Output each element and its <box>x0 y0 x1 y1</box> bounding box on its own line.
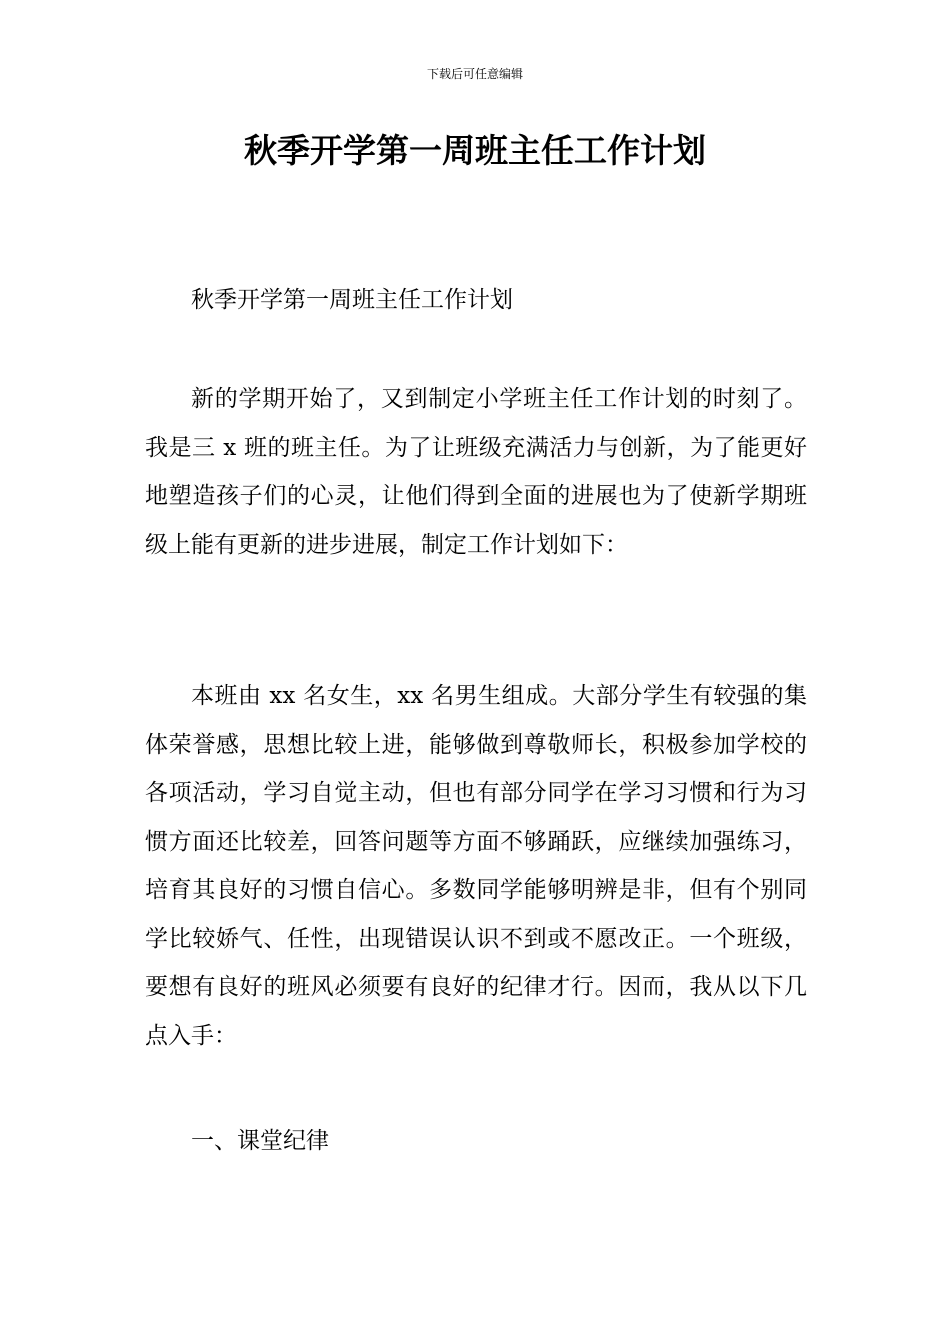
document-title: 秋季开学第一周班主任工作计划 <box>244 131 706 170</box>
document-subtitle-paragraph: 秋季开学第一周班主任工作计划 <box>191 287 513 313</box>
class-overview-paragraph: 本班由 xx 名女生，xx 名男生组成。大部分学生有较强的集体荣誉感，思想比较上进，能够做到尊敬师长，积极参加学校的各项活动，学习自觉主动，但也有部分同学在学习习惯和行为习惯方面还比较差，回答问题等方面不够踊跃，应继续加强练习，培育其良好的习惯自信心。多数同学能够明辨是非，但有个别同学比较娇气、任性，出现错误认识不到或不愿改正。一个班级，要想有良好的班风必须要有良好的纪律才行。因而，我从以下几点入手： <box>145 683 807 1049</box>
section-heading-classroom-discipline: 一、课堂纪律 <box>191 1128 329 1154</box>
header-note: 下载后可任意编辑 <box>426 67 523 81</box>
intro-paragraph: 新的学期开始了，又到制定小学班主任工作计划的时刻了。我是三 x 班的班主任。为了让班级充满活力与创新，为了能更好地塑造孩子们的心灵，让他们得到全面的进展也为了使新学期班级上能有更新的进步进展，制定工作计划如下： <box>145 386 807 558</box>
